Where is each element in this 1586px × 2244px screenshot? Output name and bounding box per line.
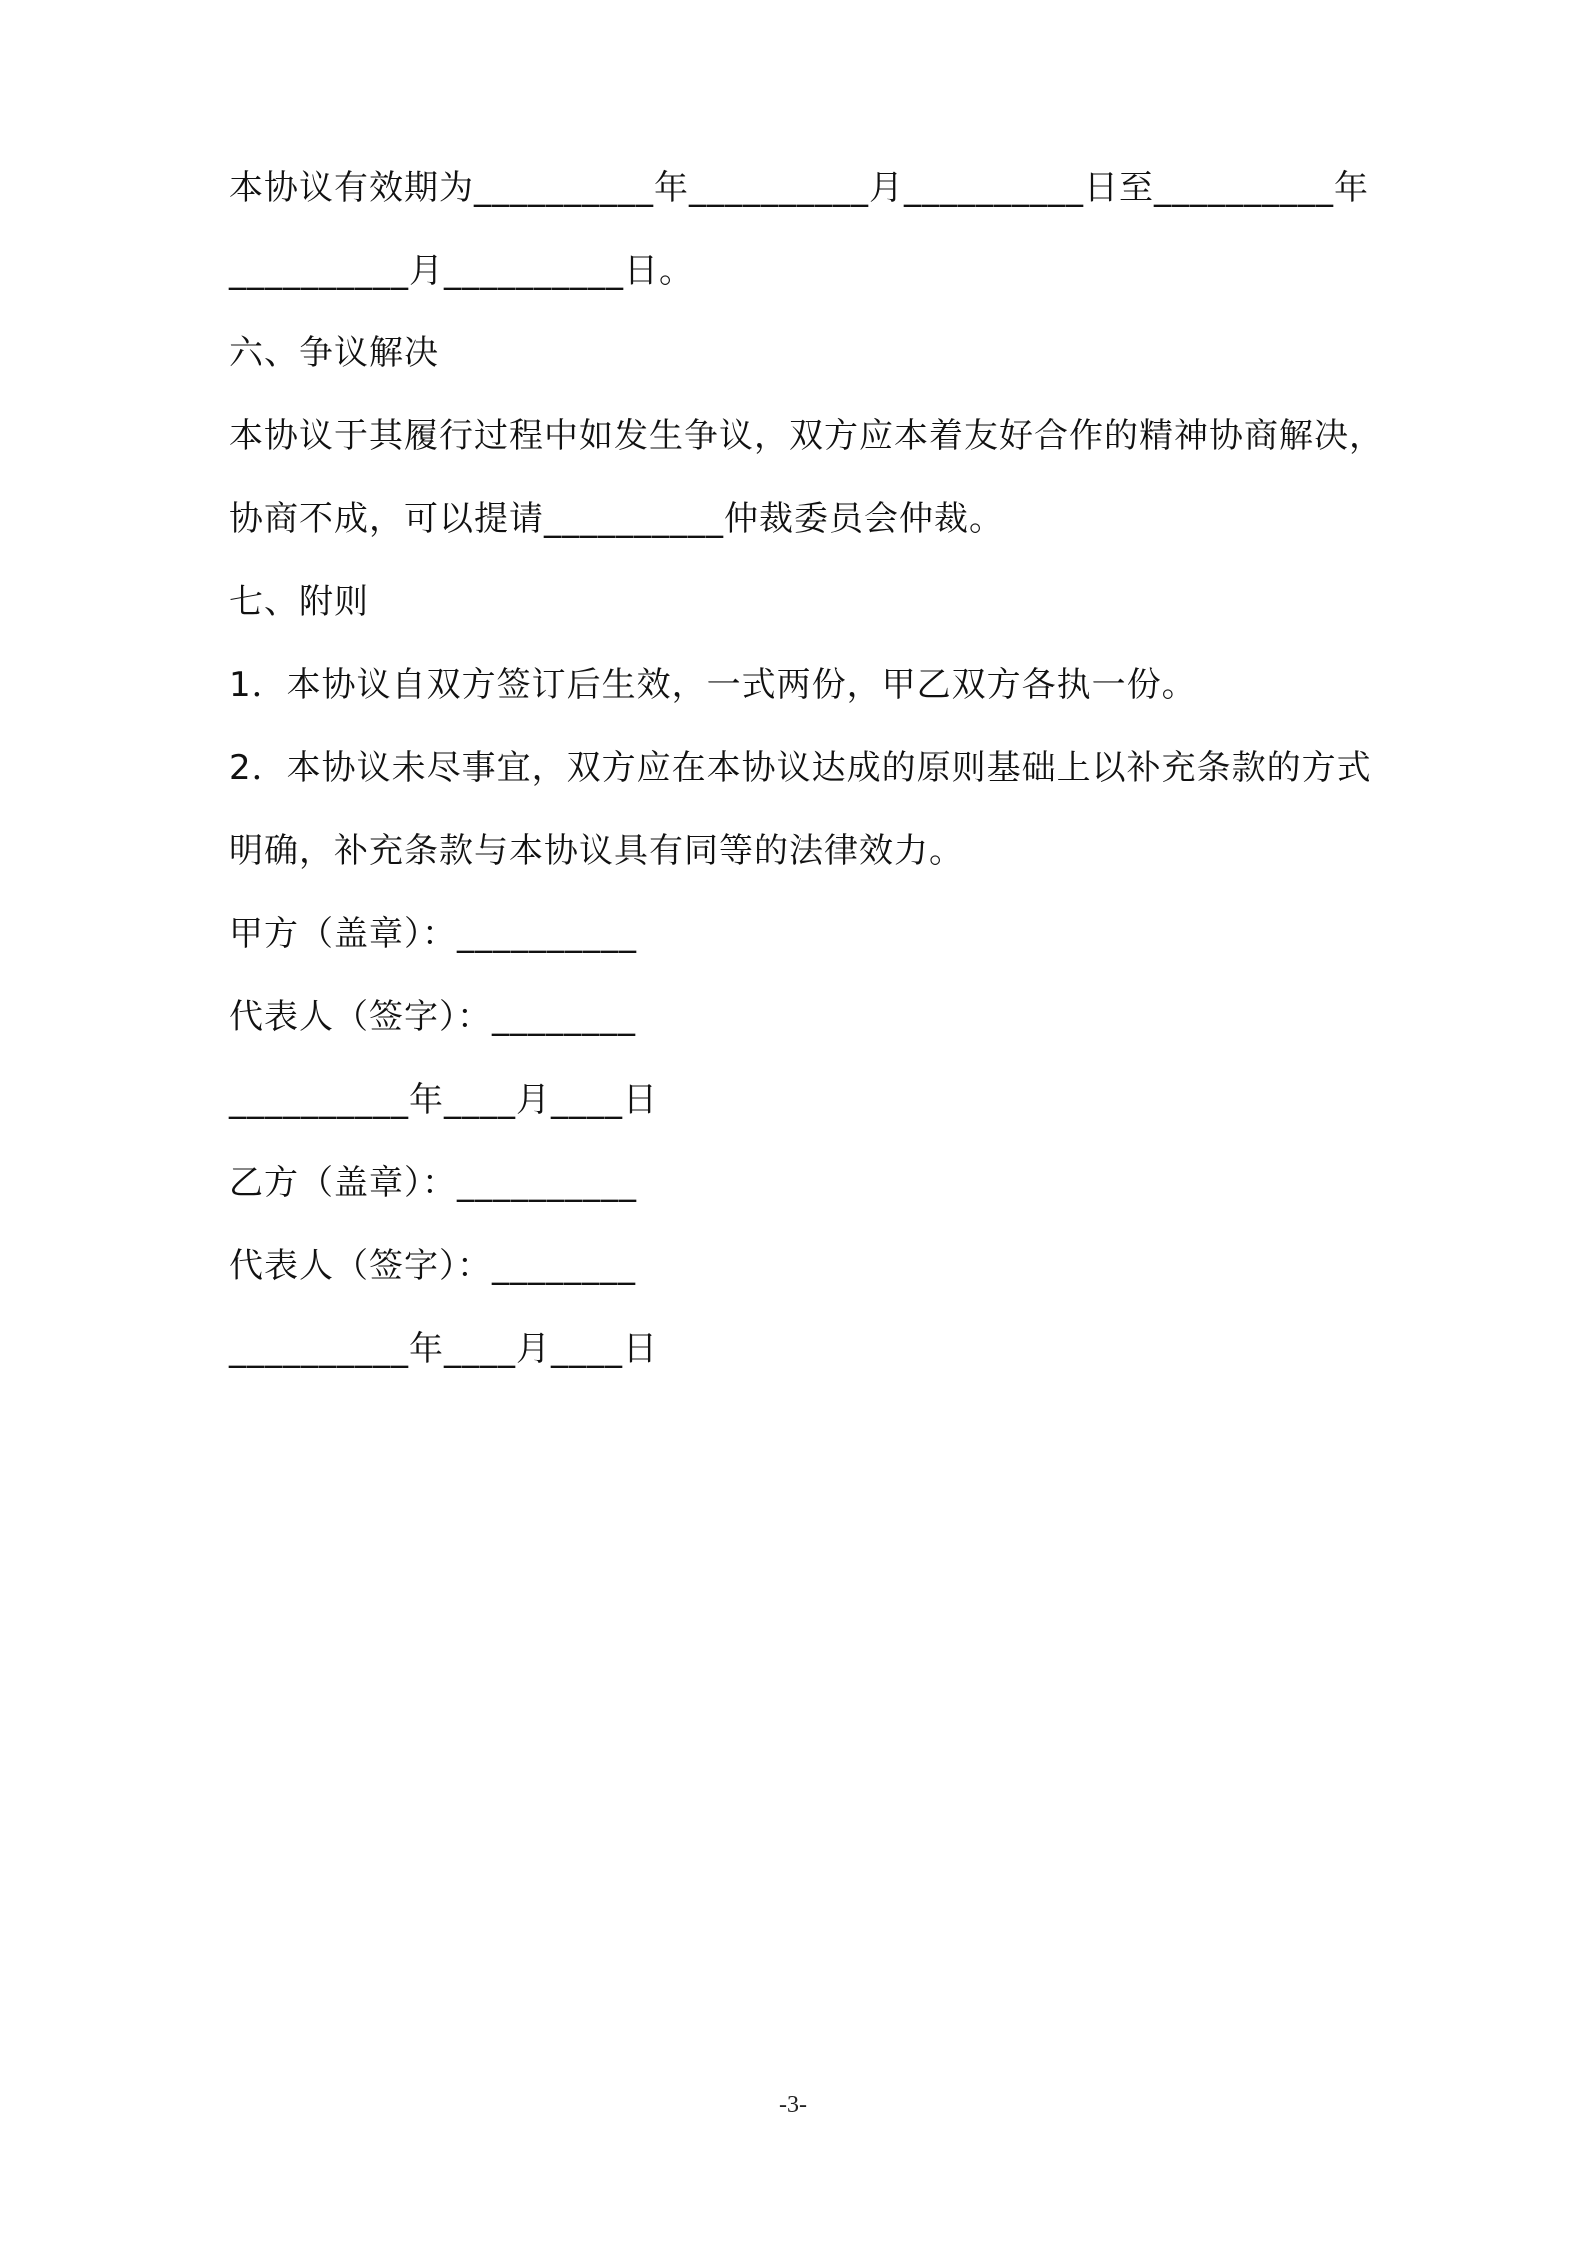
party-b-seal-line: 乙方（盖章）：__________ <box>229 1163 637 1203</box>
page-number: -3- <box>779 2092 807 2118</box>
validity-period-line-2: __________月__________日。 <box>229 251 694 291</box>
section-heading-supplementary-provisions: 七、附则 <box>229 582 369 622</box>
party-a-representative-signature-line: 代表人（签字）：________ <box>229 997 636 1037</box>
dispute-resolution-text-line-1: 本协议于其履行过程中如发生争议，双方应本着友好合作的精神协商解决， <box>229 416 1384 456</box>
section-heading-dispute-resolution: 六、争议解决 <box>229 333 439 373</box>
dispute-resolution-text-line-2: 协商不成，可以提请__________仲裁委员会仲裁。 <box>229 499 1004 539</box>
validity-period-line-1: 本协议有效期为__________年__________月__________日至__________年 <box>229 168 1369 208</box>
party-b-date-line: __________年____月____日 <box>229 1329 658 1369</box>
party-a-date-line: __________年____月____日 <box>229 1080 658 1120</box>
party-b-representative-signature-line: 代表人（签字）：________ <box>229 1246 636 1286</box>
provision-2-line-2: 明确，补充条款与本协议具有同等的法律效力。 <box>229 831 964 871</box>
provision-2-line-1: 2．本协议未尽事宜，双方应在本协议达成的原则基础上以补充条款的方式 <box>229 748 1372 788</box>
provision-1: 1．本协议自双方签订后生效，一式两份，甲乙双方各执一份。 <box>229 665 1197 705</box>
party-a-seal-line: 甲方（盖章）：__________ <box>229 914 637 954</box>
